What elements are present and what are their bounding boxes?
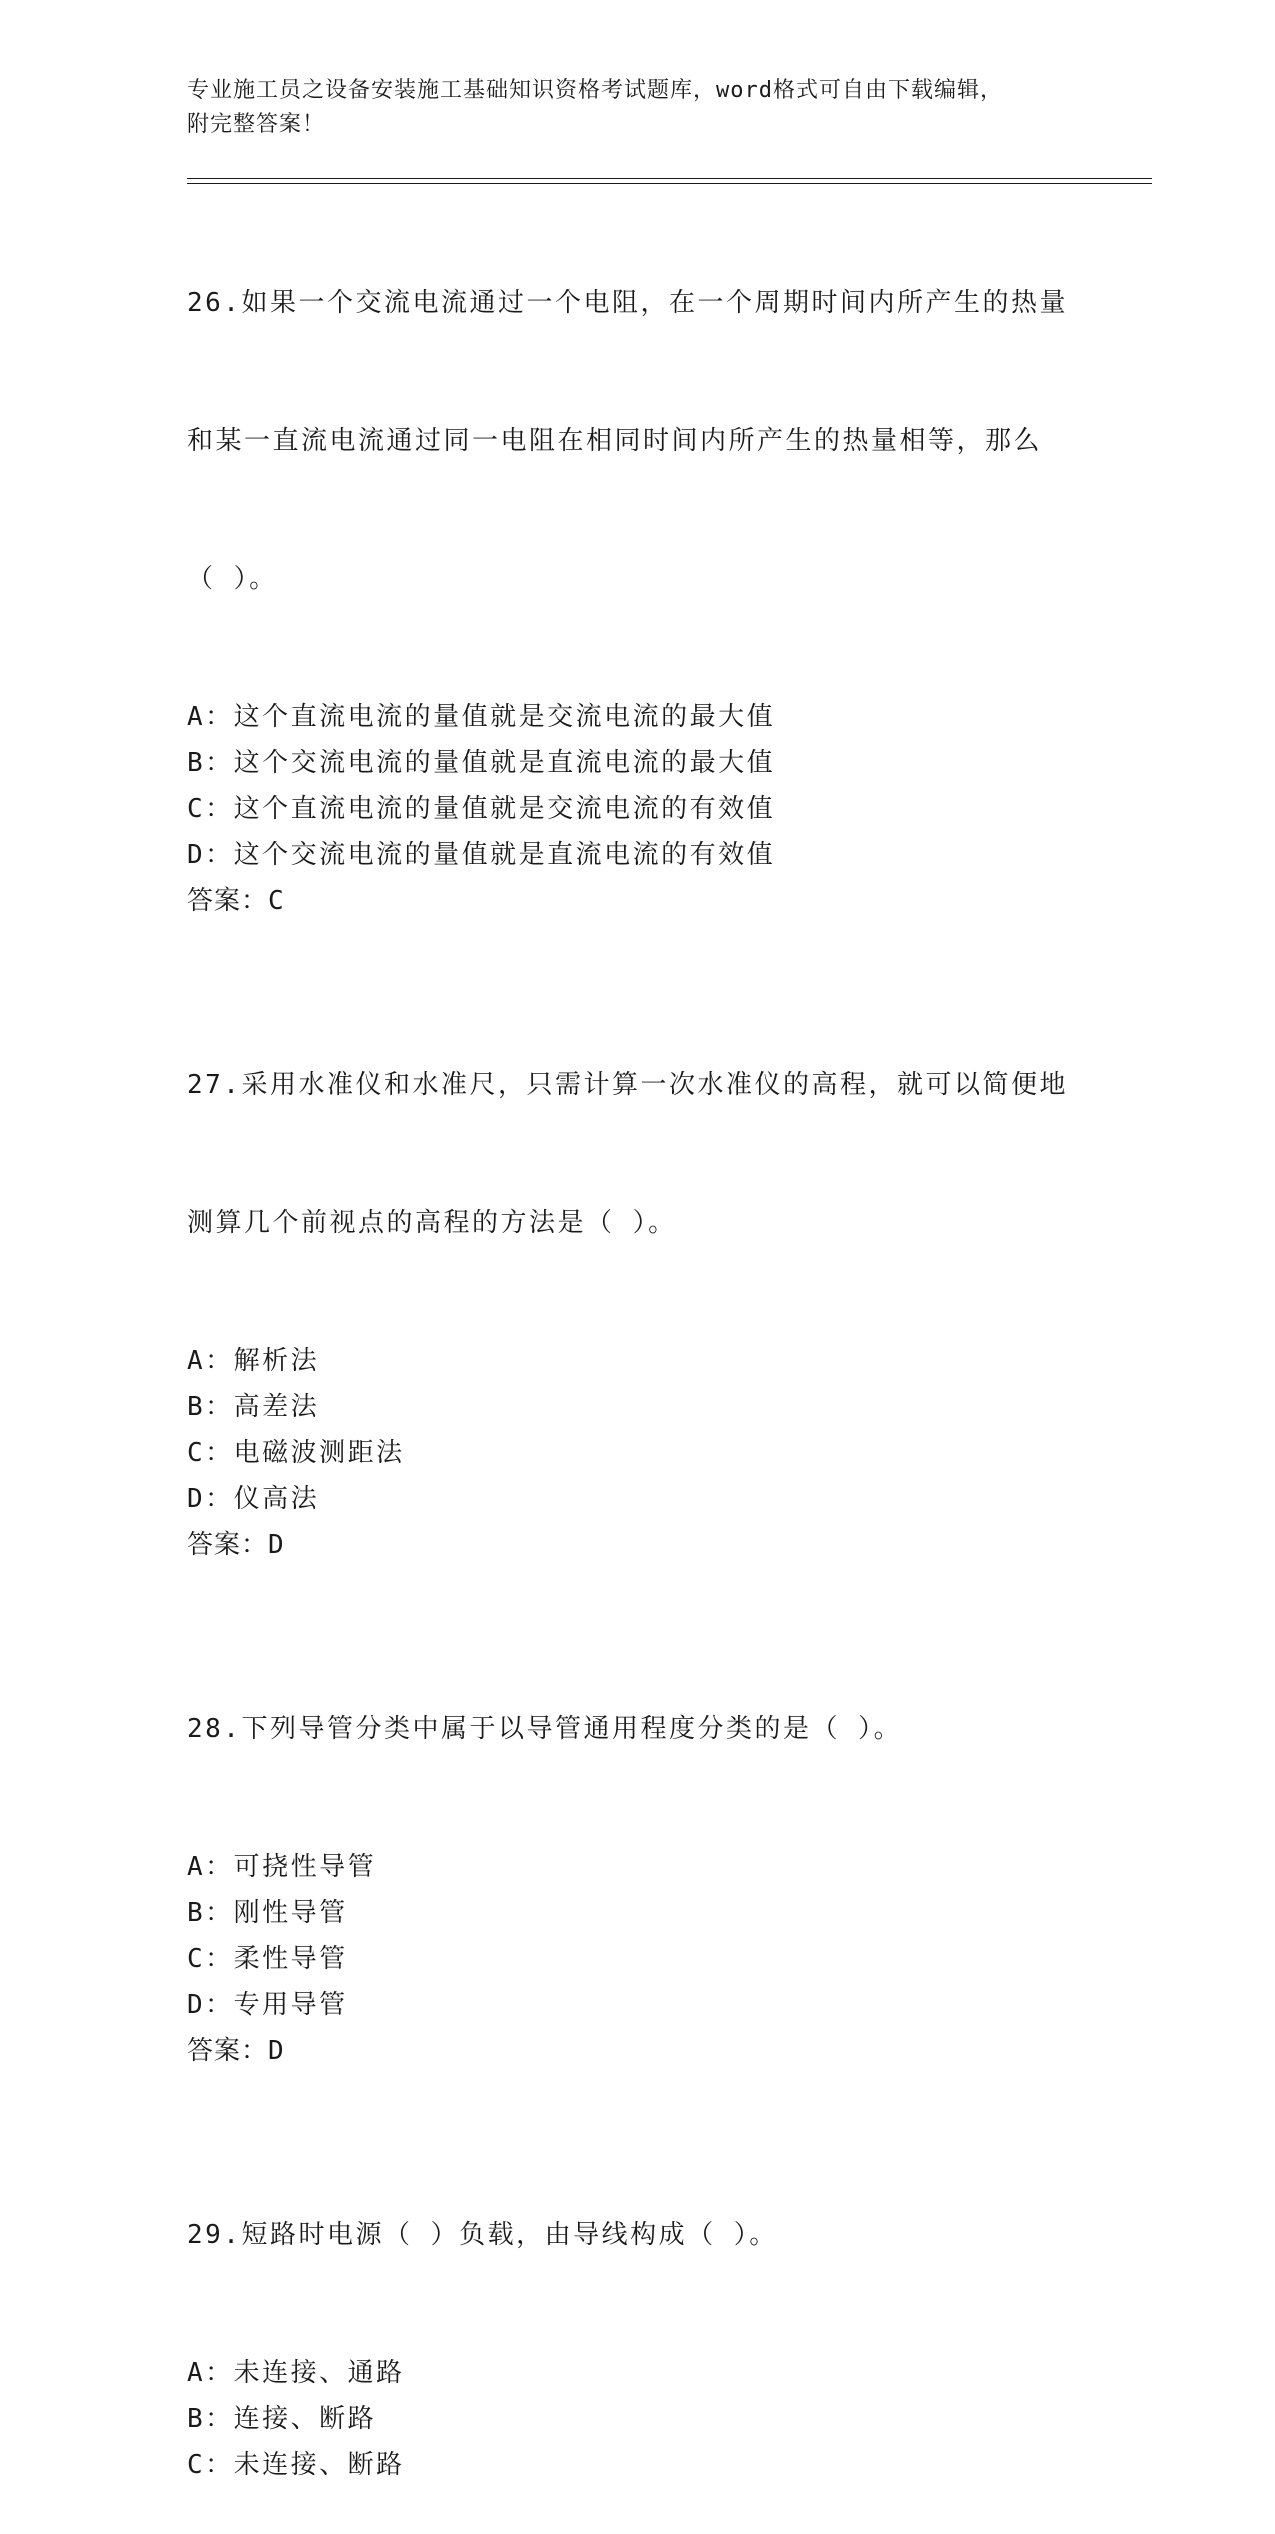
stem-line: 26.如果一个交流电流通过一个电阻，在一个周期时间内所产生的热量: [187, 288, 1068, 318]
document-header: [187, 74, 1087, 142]
option-b: B：这个交流电流的量值就是直流电流的最大值: [187, 748, 776, 778]
header-line-1: 专业施工员之设备安装施工基础知识资格考试题库，word格式可自由下载编辑，: [187, 78, 1003, 103]
answer: 答案：D: [187, 1530, 285, 1560]
stem-line: 测算几个前视点的高程的方法是（ ）。: [187, 1208, 677, 1238]
option-c: C：电磁波测距法: [187, 1438, 405, 1468]
option-b: B：高差法: [187, 1392, 320, 1422]
option-a: A：可挠性导管: [187, 1852, 377, 1882]
option-a: A：解析法: [187, 1346, 320, 1376]
question-26: [187, 188, 1087, 924]
option-c: C：未连接、断路: [187, 2450, 405, 2480]
stem-line: 29.短路时电源（ ）负载，由导线构成（ ）。: [187, 2220, 778, 2250]
stem-line: 28.下列导管分类中属于以导管通用程度分类的是（ ）。: [187, 1714, 903, 1744]
question-28: [187, 1614, 1087, 2074]
answer: 答案：D: [187, 2036, 285, 2066]
option-a: A：未连接、通路: [187, 2358, 405, 2388]
question-27: [187, 970, 1087, 1568]
header-divider-top: [187, 178, 1152, 179]
header-divider-bottom: [187, 183, 1152, 184]
option-b: B：连接、断路: [187, 2404, 377, 2434]
answer: 答案：C: [187, 886, 285, 916]
stem-line: （ ）。: [187, 564, 278, 594]
question-stem: [187, 2120, 1087, 2350]
option-b: B：刚性导管: [187, 1898, 348, 1928]
stem-line: 和某一直流电流通过同一电阻在相同时间内所产生的热量相等，那么: [187, 426, 1043, 456]
question-stem: [187, 970, 1087, 1338]
option-a: A：这个直流电流的量值就是交流电流的最大值: [187, 702, 776, 732]
header-line-2: 附完整答案！: [187, 112, 326, 137]
option-c: C：这个直流电流的量值就是交流电流的有效值: [187, 794, 776, 824]
question-list: [187, 188, 1087, 2534]
question-stem: [187, 188, 1087, 694]
stem-line: 27.采用水准仪和水准尺，只需计算一次水准仪的高程，就可以简便地: [187, 1070, 1068, 1100]
option-c: C：柔性导管: [187, 1944, 348, 1974]
question-29: [187, 2120, 1087, 2488]
question-stem: [187, 1614, 1087, 1844]
option-d: D：这个交流电流的量值就是直流电流的有效值: [187, 840, 776, 870]
option-d: D：专用导管: [187, 1990, 348, 2020]
option-d: D：仪高法: [187, 1484, 320, 1514]
